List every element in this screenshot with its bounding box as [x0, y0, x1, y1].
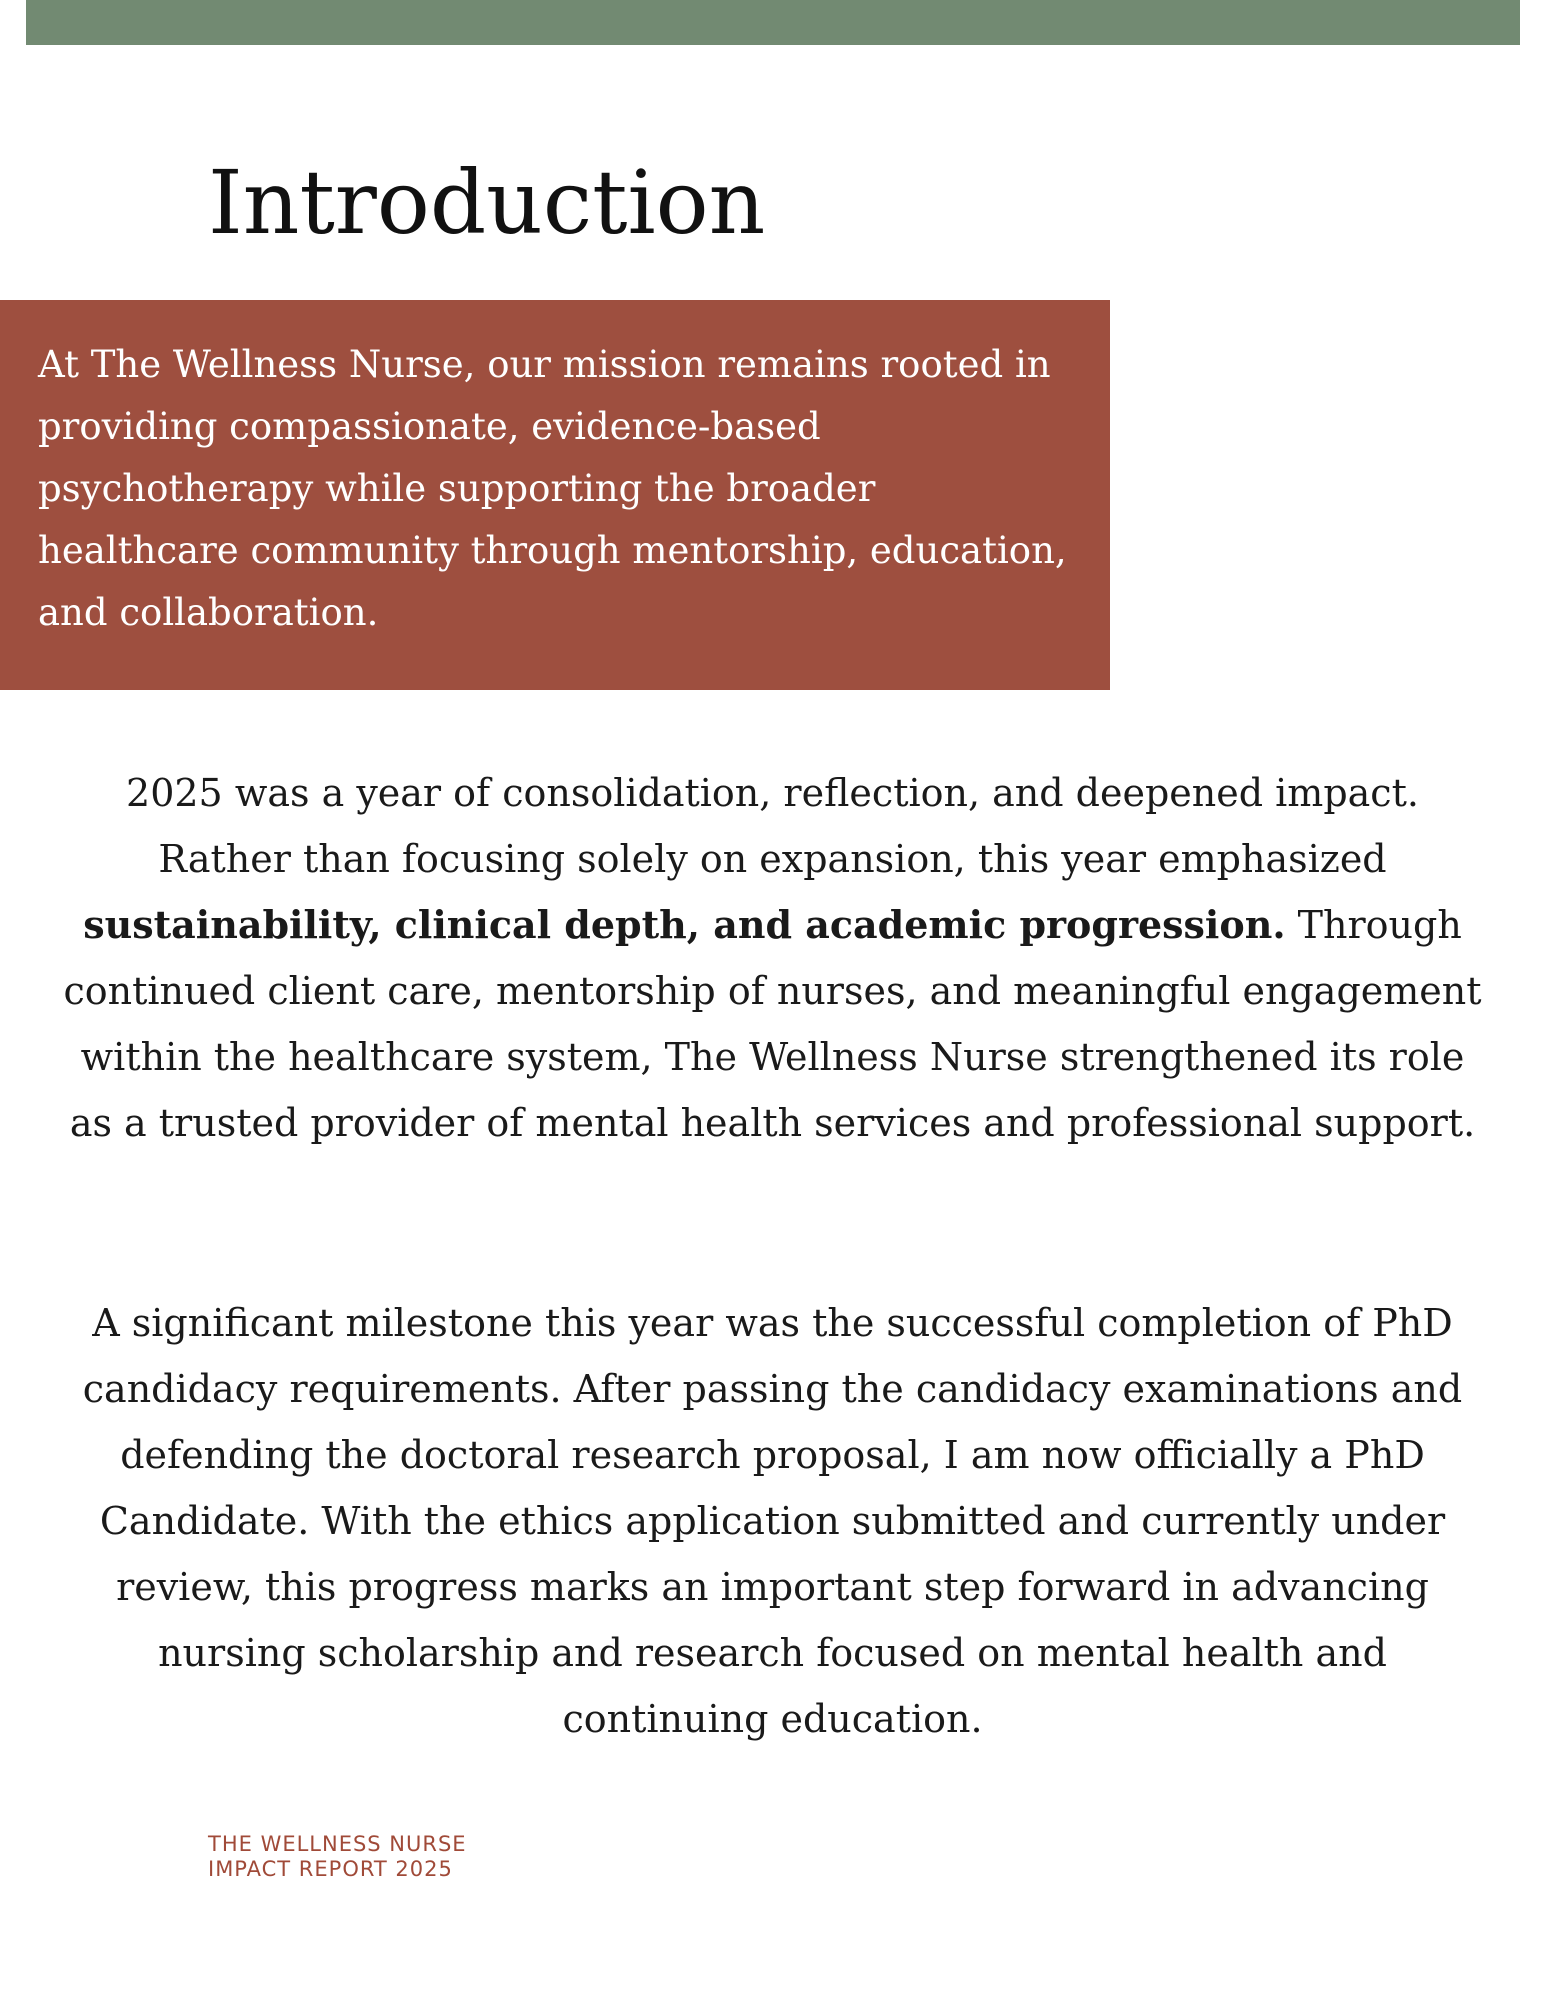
paragraph-1-emphasis: sustainability, clinical depth, and academic progression.: [83, 902, 1286, 947]
footer-line-2: IMPACT REPORT 2025: [208, 1857, 453, 1881]
top-accent-bar: [26, 0, 1520, 45]
footer-brand: [208, 1832, 467, 1882]
page-title: Introduction: [208, 151, 766, 254]
mission-callout: [0, 300, 1110, 690]
mission-text: At The Wellness Nurse, our mission remains rooted in providing compassionate, evidence-based psychotherapy while supporting the broader healthcare community through mentorship, education, and collaboration.: [38, 343, 1067, 634]
body-paragraph-2: A significant milestone this year was the successful completion of PhD candidacy requirements. After passing the candidacy examinations and defending the doctoral research proposal, I am now officially a PhD Candidate. With the ethics application submitted and currently under review, this progress marks an important step forward in advancing nursing scholarship and research focused on mental health and continuing education.: [82, 1301, 1463, 1741]
paragraph-1-lead: 2025 was a year of consolidation, reflection, and deepened impact. Rather than focusing solely on expansion, this year emphasized: [126, 771, 1419, 881]
body-paragraph-1: [60, 760, 1485, 1156]
footer-line-1: THE WELLNESS NURSE: [208, 1832, 467, 1856]
paragraph-1-tail: Through continued client care, mentorship of nurses, and meaningful engagement within the healthcare system, The Wellness Nurse strengthened its role as a trusted provider of mental health services and professional support.: [63, 903, 1482, 1145]
